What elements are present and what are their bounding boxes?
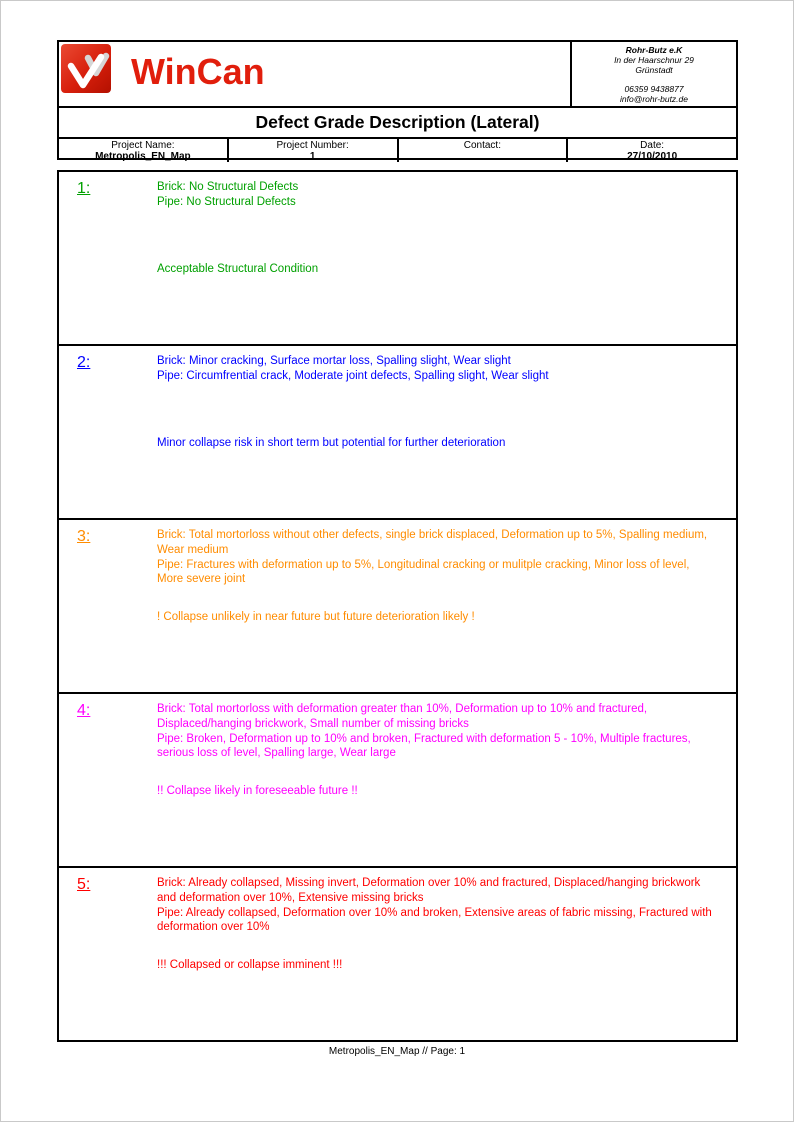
grade-summary: Acceptable Structural Condition [157, 263, 319, 275]
grade-brick-line: Brick: Already collapsed, Missing invert, Deformation over 10% and fractured, Displaced/hanging brickwork and deformation over 10%, Extensive missing bricks [157, 877, 701, 904]
project-field-contact [397, 139, 567, 162]
grade-pipe-line: Pipe: No Structural Defects [157, 195, 296, 208]
grade-summary: ! Collapse unlikely in near future but future deterioration likely ! [157, 611, 475, 623]
grade-summary: !!! Collapsed or collapse imminent !!! [157, 959, 343, 971]
company-info-spacer [572, 75, 736, 84]
project-field-label: Project Name: [111, 140, 175, 151]
project-info-row [59, 137, 736, 162]
company-email: info@rohr-butz.de [619, 94, 688, 104]
project-field-label: Contact: [463, 140, 501, 151]
header-top-row [59, 42, 736, 106]
project-field-label: Date: [640, 140, 665, 151]
company-info [570, 42, 736, 106]
grade-defect-lines [157, 354, 714, 384]
grade-pipe-line: Pipe: Broken, Deformation up to 10% and broken, Fractured with deformation 5 - 10%, Multiple fractures, serious loss of level, Spalling large, Wear large [157, 732, 691, 760]
grade-pipe-line: Pipe: Already collapsed, Deformation over 10% and broken, Extensive areas of fabric missing, Fractured with deformation over 10% [157, 906, 712, 934]
grade-brick-line: Brick: No Structural Defects [157, 181, 299, 193]
grade-defect-lines [157, 702, 714, 761]
project-field-value: 27/10/2010 [627, 151, 678, 162]
grade-brick-line: Brick: Total mortorloss without other defects, single brick displaced, Deformation up to 5%, Spalling medium, Wear medium [157, 529, 708, 556]
company-city: Grünstadt [635, 65, 673, 75]
logo-area [59, 42, 570, 106]
grade-number: 3: [77, 528, 91, 545]
grade-section-3 [57, 518, 738, 694]
project-field-name [59, 139, 227, 162]
grade-number: 2: [77, 354, 91, 371]
company-name: Rohr-Butz e.K [625, 45, 683, 55]
project-field-date [566, 139, 736, 162]
grade-summary: !! Collapse likely in foreseeable future !! [157, 785, 358, 797]
grade-brick-line: Brick: Minor cracking, Surface mortar loss, Spalling slight, Wear slight [157, 355, 511, 367]
project-field-label: Project Number: [276, 140, 349, 151]
project-field-number [227, 139, 397, 162]
grade-defect-lines [157, 180, 714, 210]
project-field-value: 1 [309, 151, 316, 162]
grade-brick-line: Brick: Total mortorloss with deformation greater than 10%, Deformation up to 10% and fractured, Displaced/hanging brickwork, Small number of missing bricks [157, 703, 648, 730]
report-header [57, 40, 738, 160]
grade-number: 1: [77, 180, 91, 197]
company-street: In der Haarschnur 29 [614, 55, 694, 65]
grade-section-1 [57, 170, 738, 346]
grade-section-2 [57, 344, 738, 520]
grade-defect-lines [157, 528, 714, 587]
project-field-value: Metropolis_EN_Map [95, 151, 191, 162]
wincan-logo-icon [61, 44, 111, 93]
grade-pipe-line: Pipe: Fractures with deformation up to 5%, Longitudinal cracking or mulitple cracking, Minor loss of level, More severe joint [157, 558, 690, 586]
wincan-logo-text: WinCan [131, 51, 265, 92]
grade-number: 5: [77, 876, 91, 893]
grade-list [57, 170, 738, 1042]
grade-defect-lines [157, 876, 714, 935]
grade-pipe-line: Pipe: Circumfrential crack, Moderate joint defects, Spalling slight, Wear slight [157, 369, 549, 382]
page-footer: Metropolis_EN_Map // Page: 1 [328, 1046, 466, 1057]
report-title: Defect Grade Description (Lateral) [59, 106, 736, 137]
company-phone: 06359 9438877 [624, 84, 684, 94]
grade-number: 4: [77, 702, 91, 719]
grade-section-5 [57, 866, 738, 1042]
grade-summary: Minor collapse risk in short term but potential for further deterioration [157, 437, 506, 449]
grade-section-4 [57, 692, 738, 868]
